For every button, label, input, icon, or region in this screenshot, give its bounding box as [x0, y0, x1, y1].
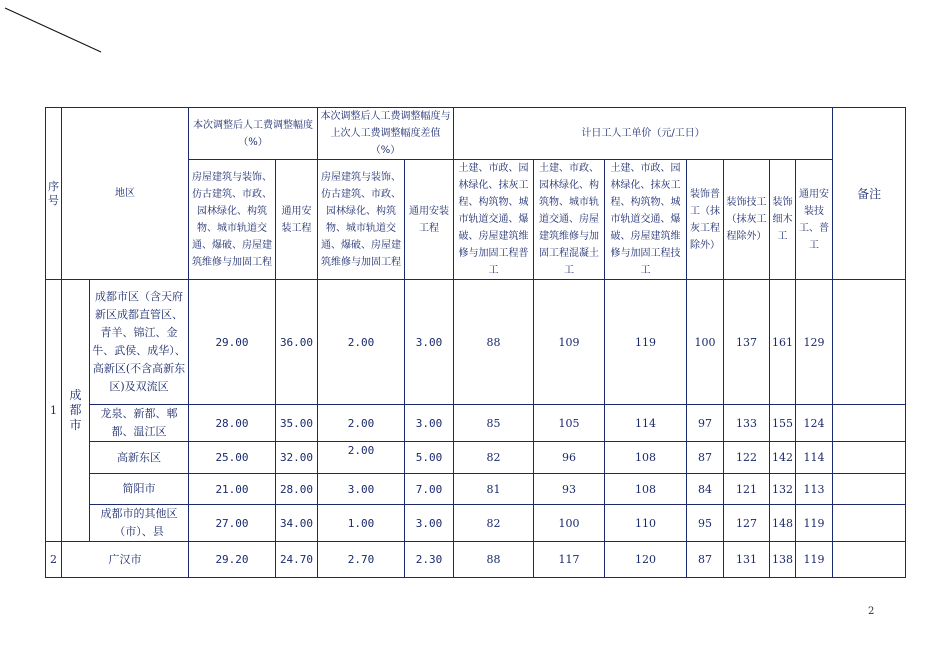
value-cell: 3.00 [405, 280, 454, 405]
value-cell: 95 [687, 505, 724, 542]
header-building: 房屋建筑与装饰、仿古建筑、市政、园林绿化、构筑物、城市轨道交通、爆破、房屋建筑维修与加固工程 [189, 160, 276, 280]
value-cell: 82 [454, 442, 534, 474]
value-cell: 2.00 [318, 405, 405, 442]
value-cell: 161 [770, 280, 796, 405]
header-deco-general: 装饰普工（抹灰工程除外） [687, 160, 724, 280]
header-install: 通用安装工程 [276, 160, 318, 280]
value-cell: 34.00 [276, 505, 318, 542]
value-cell: 105 [534, 405, 605, 442]
value-cell: 2.70 [318, 542, 405, 578]
value-cell: 28.00 [189, 405, 276, 442]
value-cell: 87 [687, 542, 724, 578]
value-cell: 155 [770, 405, 796, 442]
table-row [46, 405, 906, 442]
value-cell: 3.00 [318, 474, 405, 505]
remark-cell [833, 280, 906, 405]
value-cell: 2.30 [405, 542, 454, 578]
value-cell: 87 [687, 442, 724, 474]
value-cell: 88 [454, 542, 534, 578]
header-seq: 序号 [46, 108, 62, 280]
remark-cell [833, 442, 906, 474]
value-cell: 119 [796, 542, 833, 578]
header-install-diff: 通用安装工程 [405, 160, 454, 280]
value-cell: 108 [605, 442, 687, 474]
value-cell: 93 [534, 474, 605, 505]
header-deco-skilled: 装饰技工（抹灰工程除外） [724, 160, 770, 280]
value-cell: 114 [605, 405, 687, 442]
seq-cell: 1 [46, 280, 62, 542]
value-cell: 132 [770, 474, 796, 505]
value-cell: 29.20 [189, 542, 276, 578]
value-cell: 114 [796, 442, 833, 474]
header-remark: 备注 [833, 108, 906, 280]
page-number: 2 [868, 606, 875, 617]
value-cell: 88 [454, 280, 534, 405]
value-cell: 29.00 [189, 280, 276, 405]
value-cell: 7.00 [405, 474, 454, 505]
remark-cell [833, 505, 906, 542]
value-cell: 2.00 [318, 442, 405, 474]
value-cell: 85 [454, 405, 534, 442]
value-cell: 25.00 [189, 442, 276, 474]
header-adjust-range: 本次调整后人工费调整幅度（%） [189, 108, 318, 160]
value-cell: 21.00 [189, 474, 276, 505]
value-cell: 100 [534, 505, 605, 542]
value-cell: 24.70 [276, 542, 318, 578]
header-install-worker: 通用安装技工、普工 [796, 160, 833, 280]
remark-cell [833, 474, 906, 505]
header-general-worker: 土建、市政、园林绿化、抹灰工程、构筑物、城市轨道交通、爆破、房屋建筑维修与加固工程普工 [454, 160, 534, 280]
table-row [46, 474, 906, 505]
value-cell: 138 [770, 542, 796, 578]
area-cell: 高新东区 [90, 442, 189, 474]
area-cell: 龙泉、新都、郫都、温江区 [90, 405, 189, 442]
value-cell: 148 [770, 505, 796, 542]
city-cell: 成都市 [62, 280, 90, 542]
value-cell: 81 [454, 474, 534, 505]
value-cell: 32.00 [276, 442, 318, 474]
value-cell: 122 [724, 442, 770, 474]
header-building-diff: 房屋建筑与装饰、仿古建筑、市政、园林绿化、构筑物、城市轨道交通、爆破、房屋建筑维修与加固工程 [318, 160, 405, 280]
table-row [46, 442, 906, 474]
value-cell: 137 [724, 280, 770, 405]
area-cell: 成都市区（含天府新区成都直管区、青羊、锦江、金牛、武侯、成华）、高新区(不含高新东区)及双流区 [90, 280, 189, 405]
value-cell: 117 [534, 542, 605, 578]
value-cell: 82 [454, 505, 534, 542]
value-cell: 133 [724, 405, 770, 442]
corner-diagonal-line [0, 0, 120, 60]
value-cell: 84 [687, 474, 724, 505]
area-cell: 成都市的其他区（市）、县 [90, 505, 189, 542]
seq-cell: 2 [46, 542, 62, 578]
labor-cost-table [45, 107, 906, 578]
value-cell: 124 [796, 405, 833, 442]
value-cell: 119 [796, 505, 833, 542]
value-cell: 3.00 [405, 505, 454, 542]
value-cell: 121 [724, 474, 770, 505]
header-skilled-worker: 土建、市政、园林绿化、抹灰工程、构筑物、城市轨道交通、爆破、房屋建筑维修与加固工程技工 [605, 160, 687, 280]
value-cell: 119 [605, 280, 687, 405]
table-row [46, 280, 906, 405]
value-cell: 120 [605, 542, 687, 578]
header-deco-carpenter: 装饰细木工 [770, 160, 796, 280]
value-cell: 1.00 [318, 505, 405, 542]
remark-cell [833, 405, 906, 442]
value-cell: 28.00 [276, 474, 318, 505]
value-cell: 96 [534, 442, 605, 474]
value-cell: 35.00 [276, 405, 318, 442]
header-adjust-diff: 本次调整后人工费调整幅度与上次人工费调整幅度差值（%） [318, 108, 454, 160]
value-cell: 97 [687, 405, 724, 442]
table-row [46, 542, 906, 578]
value-cell: 3.00 [405, 405, 454, 442]
value-cell: 2.00 [318, 280, 405, 405]
area-cell: 简阳市 [90, 474, 189, 505]
value-cell: 113 [796, 474, 833, 505]
value-cell: 127 [724, 505, 770, 542]
value-cell: 108 [605, 474, 687, 505]
value-cell: 131 [724, 542, 770, 578]
value-cell: 27.00 [189, 505, 276, 542]
header-unit-price: 计日工人工单价（元/工日） [454, 108, 833, 160]
value-cell: 5.00 [405, 442, 454, 474]
value-cell: 142 [770, 442, 796, 474]
value-cell: 109 [534, 280, 605, 405]
value-cell: 110 [605, 505, 687, 542]
area-cell: 广汉市 [62, 542, 189, 578]
value-cell: 36.00 [276, 280, 318, 405]
header-region: 地区 [62, 108, 189, 280]
header-concrete-worker: 土建、市政、园林绿化、构筑物、城市轨道交通、房屋建筑维修与加固工程混凝土工 [534, 160, 605, 280]
table-row [46, 505, 906, 542]
value-cell: 129 [796, 280, 833, 405]
remark-cell [833, 542, 906, 578]
value-cell: 100 [687, 280, 724, 405]
